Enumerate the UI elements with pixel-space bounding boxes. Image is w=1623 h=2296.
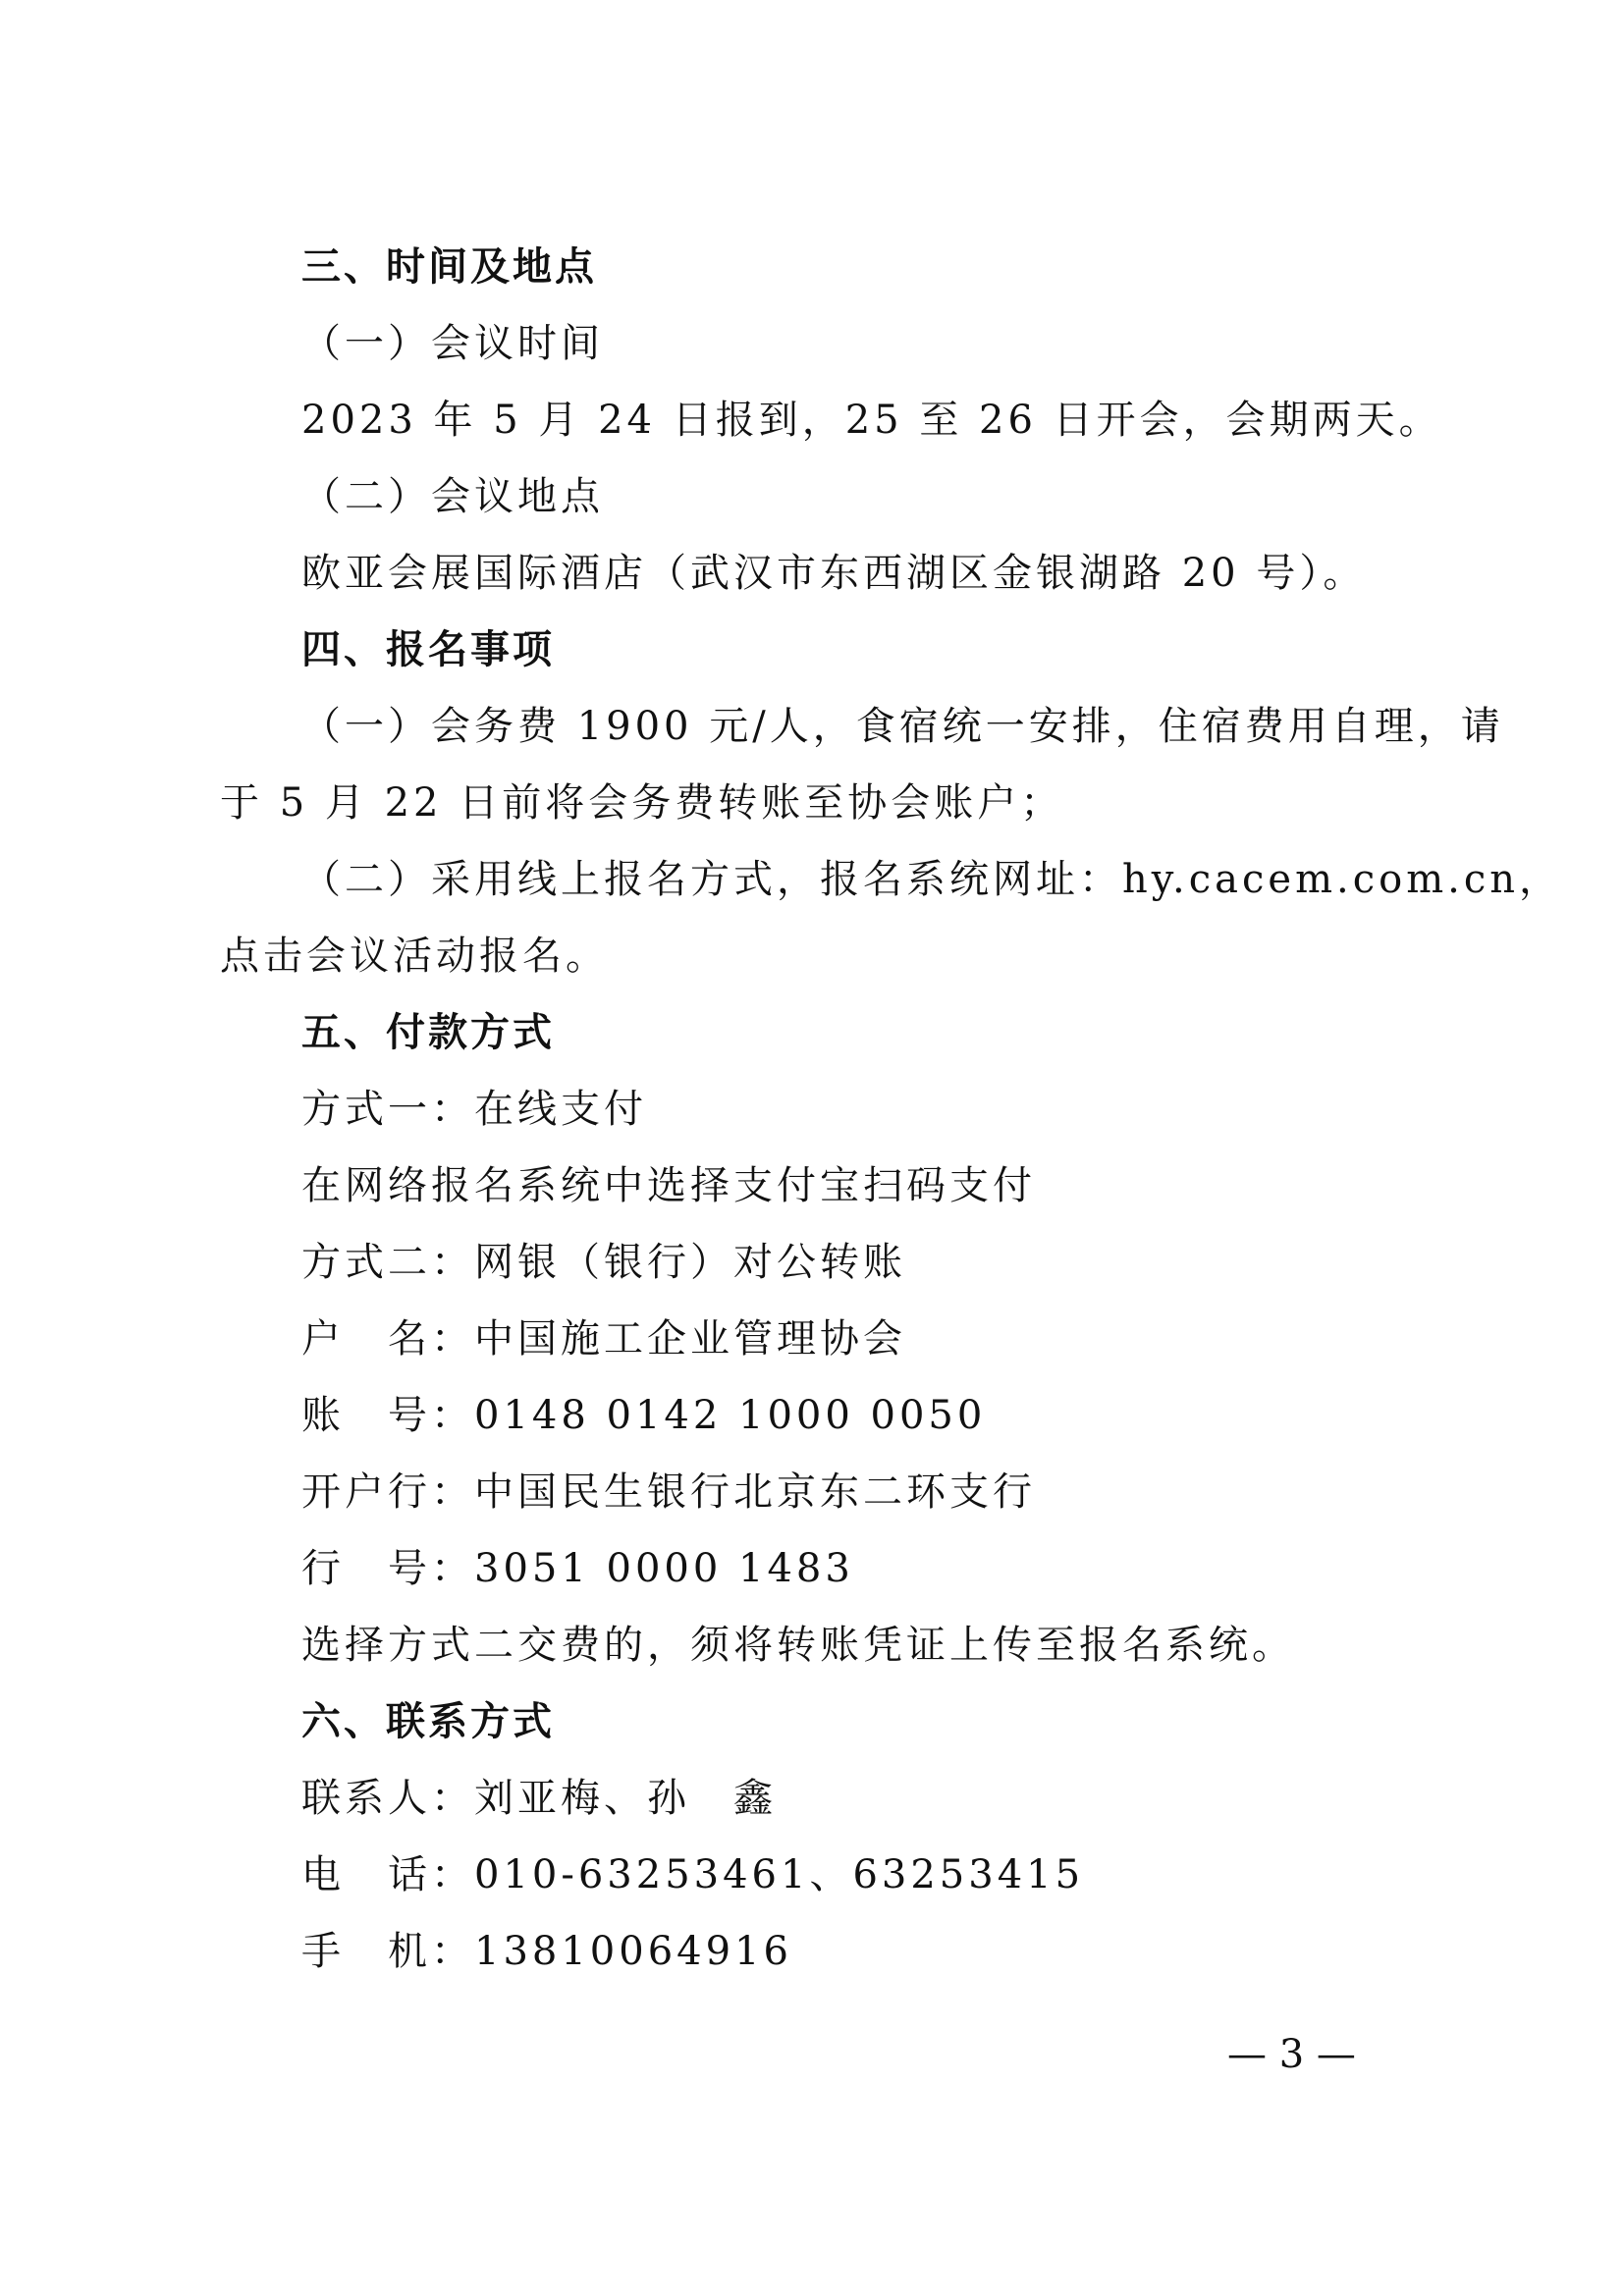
payment-method-1-label: 方式一：在线支付 (301, 1087, 647, 1132)
section-6-heading: 六、联系方式 (301, 1699, 555, 1744)
payment-method-2-label: 方式二：网银（银行）对公转账 (301, 1240, 906, 1285)
meeting-venue-text: 欧亚会展国际酒店（武汉市东西湖区金银湖路 20 号）。 (301, 551, 1367, 596)
meeting-time-subheading: （一）会议时间 (301, 321, 604, 366)
account-number: 账 号：0148 0142 1000 0050 (301, 1393, 987, 1438)
page-number: — 3 — (1227, 2032, 1356, 2077)
bank-code: 行 号：3051 0000 1483 (301, 1546, 854, 1591)
payment-method-1-desc: 在网络报名系统中选择支付宝扫码支付 (301, 1163, 1036, 1208)
section-3-heading: 三、时间及地点 (301, 244, 597, 290)
contact-persons: 联系人：刘亚梅、孙 鑫 (301, 1776, 777, 1821)
payment-note: 选择方式二交费的，须将转账凭证上传至报名系统。 (301, 1623, 1295, 1668)
online-registration-line-2: 点击会议活动报名。 (220, 934, 609, 979)
section-4-heading: 四、报名事项 (301, 627, 555, 672)
contact-phone: 电 话：010-63253461、63253415 (301, 1852, 1085, 1897)
bank-name: 开户行：中国民生银行北京东二环支行 (301, 1469, 1036, 1515)
registration-fee-line-1: （一）会务费 1900 元/人，食宿统一安排，住宿费用自理，请 (301, 704, 1504, 749)
online-registration-line-1: （二）采用线上报名方式，报名系统网址：hy.cacem.com.cn， (301, 857, 1563, 902)
account-name: 户 名：中国施工企业管理协会 (301, 1316, 906, 1362)
meeting-time-text: 2023 年 5 月 24 日报到，25 至 26 日开会，会期两天。 (301, 398, 1442, 443)
contact-mobile: 手 机：13810064916 (301, 1929, 792, 1974)
section-5-heading: 五、付款方式 (301, 1010, 555, 1055)
registration-fee-line-2: 于 5 月 22 日前将会务费转账至协会账户； (220, 780, 1064, 826)
meeting-venue-subheading: （二）会议地点 (301, 474, 604, 519)
